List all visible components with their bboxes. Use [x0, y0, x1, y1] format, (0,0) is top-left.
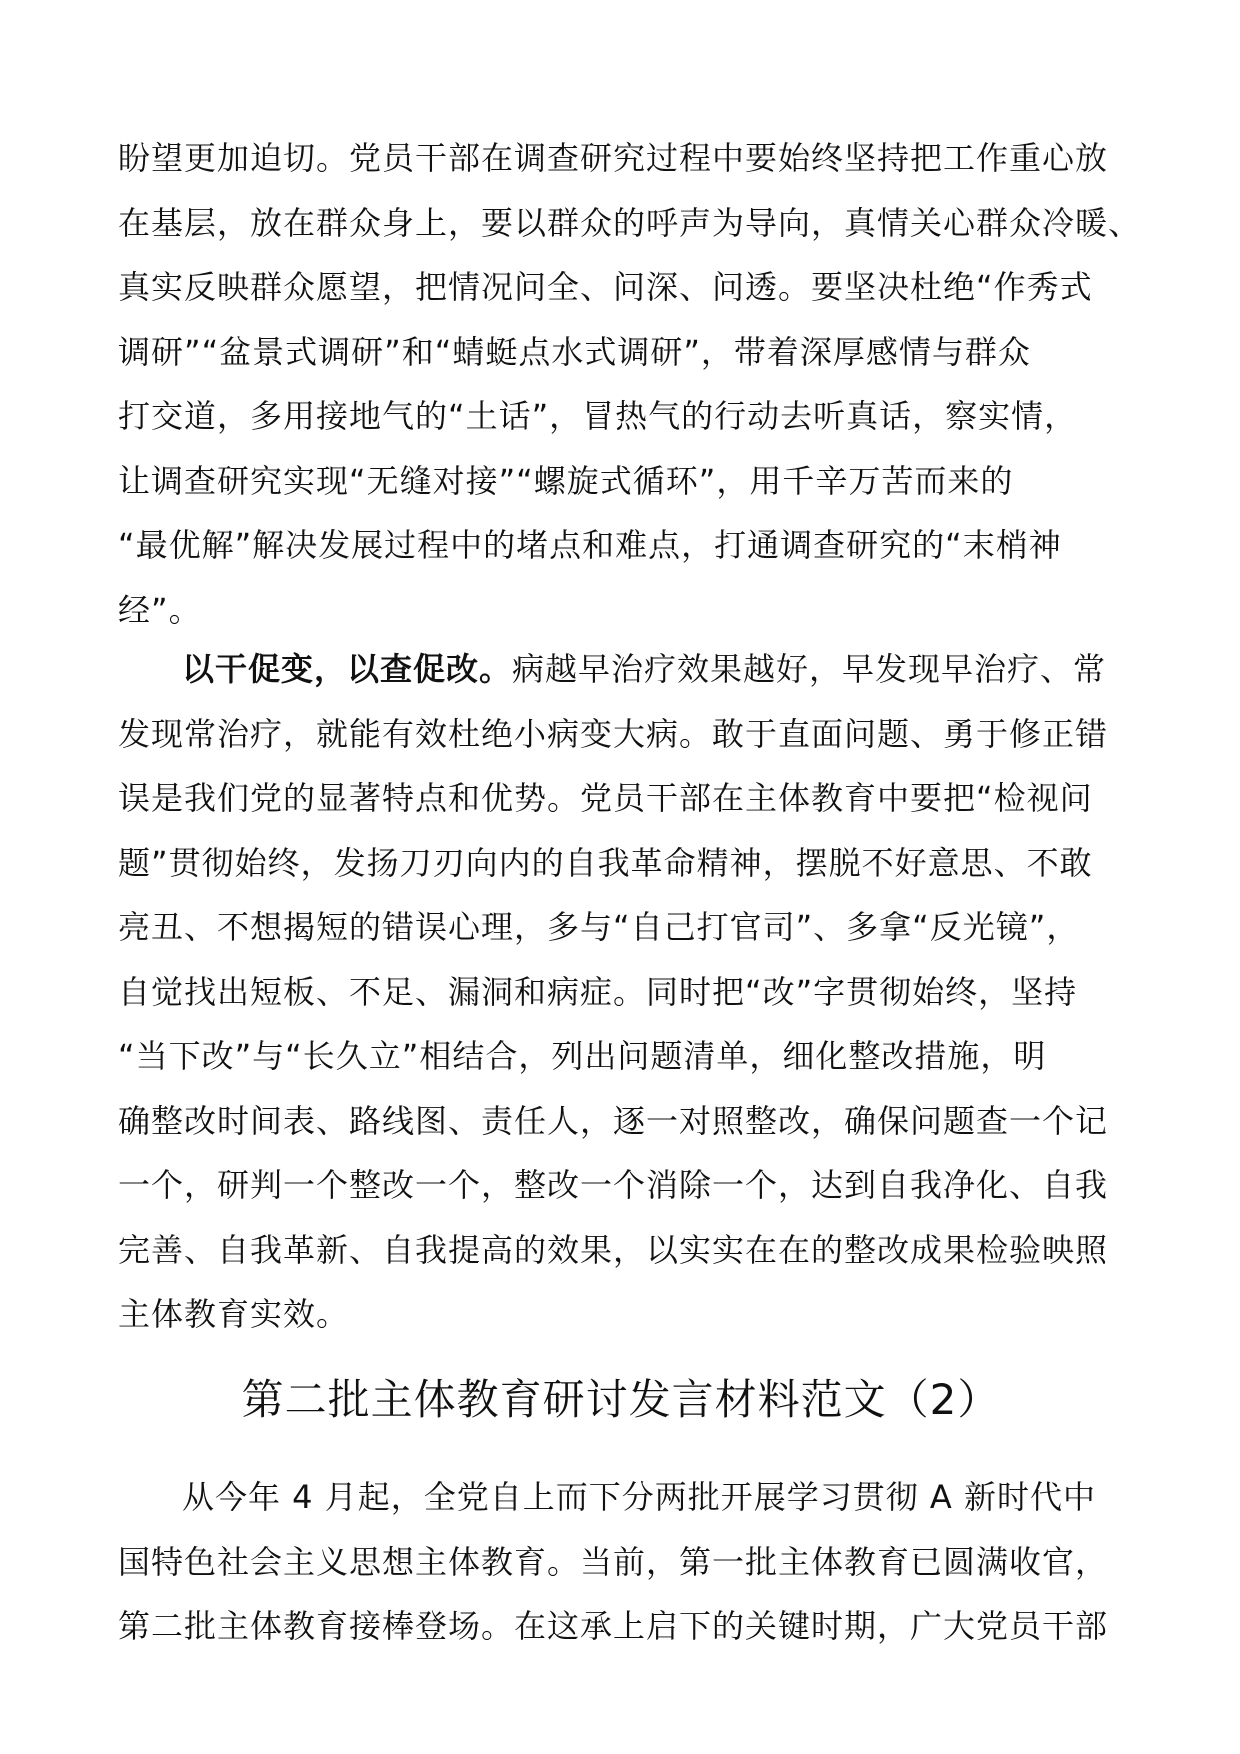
paragraph-lead-heading: 以干促变，以查促改。 — [182, 650, 513, 688]
paragraph-line: 发现常治疗，就能有效杜绝小病变大病。敢于直面问题、勇于修正错 — [118, 714, 1109, 753]
paragraph-line: 确整改时间表、路线图、责任人，逐一对照整改，确保问题查一个记 — [118, 1101, 1109, 1140]
paragraph-line: “最优解”解决发展过程中的堵点和难点，打通调查研究的“末梢神 — [118, 526, 1062, 564]
paragraph-line: 真实反映群众愿望，把情况问全、问深、问透。要坚决杜绝“作秀式 — [118, 268, 1093, 306]
paragraph-first-line — [118, 637, 1124, 702]
section-title: 第二批主体教育研讨发言材料范文（2） — [241, 1375, 1001, 1424]
paragraph-line-rest: 病越早治疗效果越好，早发现早治疗、常 — [512, 650, 1107, 688]
paragraph-line: 完善、自我革新、自我提高的效果，以实实在在的整改成果检验映照 — [118, 1230, 1109, 1269]
paragraph-line: 题”贯彻始终，发扬刀刃向内的自我革命精神，摆脱不好意思、不敢 — [118, 843, 1093, 882]
paragraph-line: 盼望更加迫切。党员干部在调查研究过程中要始终坚持把工作重心放 — [118, 139, 1109, 177]
paragraph-line: 经”。 — [118, 590, 202, 629]
paragraph-introduction — [118, 1465, 1124, 1659]
paragraph-line: 国特色社会主义思想主体教育。当前，第一批主体教育已圆满收官， — [118, 1542, 1109, 1581]
paragraph-line: 调研”“盆景式调研”和“蜻蜓点水式调研”，带着深厚感情与群众 — [118, 332, 1031, 371]
paragraph-line: 亮丑、不想揭短的错误心理，多与“自己打官司”、多拿“反光镜”， — [118, 908, 1080, 946]
paragraph-line: 误是我们党的显著特点和优势。党员干部在主体教育中要把“检视问 — [118, 779, 1093, 817]
paragraph-line: 让调查研究实现“无缝对接”“螺旋式循环”，用千辛万苦而来的 — [118, 461, 1014, 500]
paragraph-line: 主体教育实效。 — [118, 1295, 350, 1333]
paragraph-line: 第二批主体教育接棒登场。在这承上启下的关键时期，广大党员干部 — [118, 1607, 1109, 1645]
paragraph-research — [118, 126, 1142, 642]
paragraph-line: 自觉找出短板、不足、漏洞和病症。同时把“改”字贯彻始终，坚持 — [118, 972, 1078, 1011]
paragraph-rectification — [118, 637, 1124, 1347]
paragraph-line: 在基层，放在群众身上，要以群众的呼声为导向，真情关心群众冷暖、 — [118, 203, 1142, 242]
paragraph-line: “当下改”与“长久立”相结合，列出问题清单，细化整改措施，明 — [118, 1037, 1047, 1075]
paragraph-line: 一个，研判一个整改一个，整改一个消除一个，达到自我净化、自我 — [118, 1166, 1109, 1204]
paragraph-line: 从今年 4 月起，全党自上而下分两批开展学习贯彻 A 新时代中 — [182, 1478, 1096, 1516]
paragraph-line: 打交道，多用接地气的“土话”，冒热气的行动去听真话，察实情， — [118, 397, 1078, 435]
